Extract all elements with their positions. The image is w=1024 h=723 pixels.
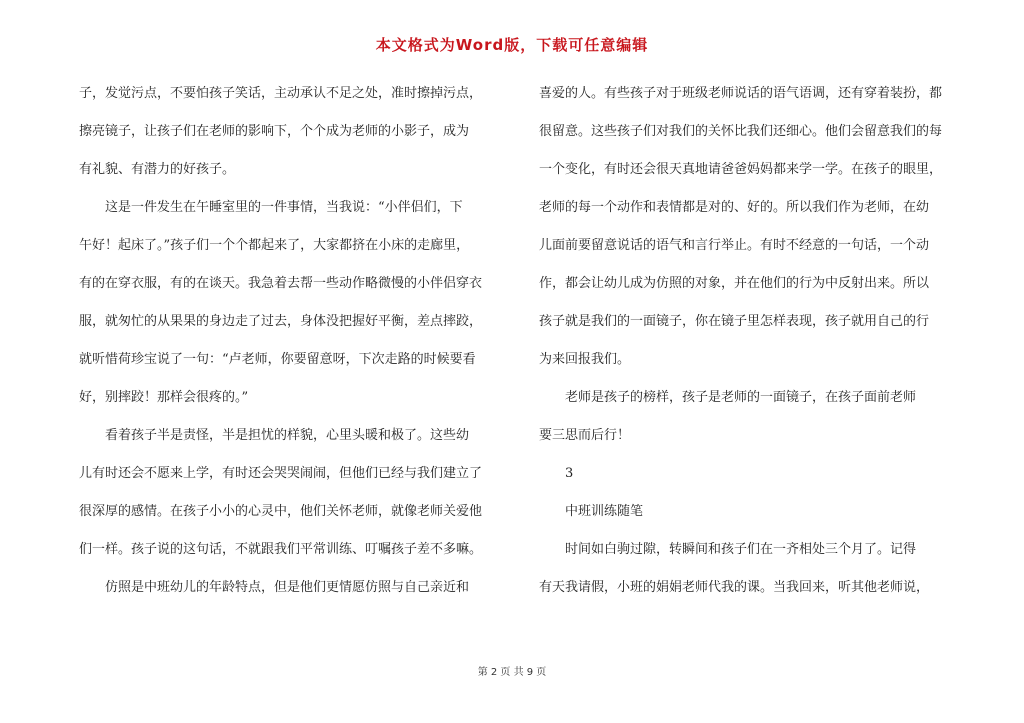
- text-line: 擦亮镜子，让孩子们在老师的影响下，个个成为老师的小影子，成为: [79, 124, 470, 139]
- text-line: 午好！起床了。”孩子们一个个都起来了，大家都挤在小床的走廊里，: [79, 238, 470, 253]
- text-line: 为来回报我们。: [539, 352, 631, 367]
- text-line: 儿面前要留意说话的语气和言行举止。有时不经意的一句话，一个动: [539, 238, 930, 253]
- text-line: 一个变化，有时还会很天真地请爸爸妈妈都来学一学。在孩子的眼里，: [539, 162, 943, 177]
- text-line: 老师是孩子的榜样，孩子是老师的一面镜子，在孩子面前老师: [539, 390, 917, 405]
- text-line: 要三思而后行！: [539, 428, 631, 443]
- text-line: 有天我请假，小班的娟娟老师代我的课。当我回来，听其他老师说，: [539, 580, 930, 595]
- text-line: 有礼貌、有潜力的好孩子。: [79, 162, 236, 177]
- left-text-column: [79, 80, 507, 612]
- page-number-footer: 第 2 页 共 9 页: [477, 667, 547, 678]
- text-line: 很留意。这些孩子们对我们的关怀比我们还细心。他们会留意我们的每: [539, 124, 943, 139]
- right-text-column: [539, 80, 964, 612]
- text-line: 儿有时还会不愿来上学，有时还会哭哭闹闹，但他们已经与我们建立了: [79, 466, 483, 481]
- text-line: 仿照是中班幼儿的年龄特点，但是他们更情愿仿照与自己亲近和: [79, 580, 470, 595]
- text-line: 就听惜荷珍宝说了一句：“卢老师，你要留意呀，下次走路的时候要看: [79, 352, 476, 367]
- text-line: 有的在穿衣服，有的在谈天。我急着去帮一些动作略微慢的小伴侣穿衣: [79, 276, 483, 291]
- text-line: 子，发觉污点，不要怕孩子笑话，主动承认不足之处，准时擦掉污点，: [79, 86, 483, 101]
- text-line: 作，都会让幼儿成为仿照的对象，并在他们的行为中反射出来。所以: [539, 276, 930, 291]
- text-line: 老师的每一个动作和表情都是对的、好的。所以我们作为老师，在幼: [539, 200, 930, 215]
- text-line: 们一样。孩子说的这句话，不就跟我们平常训练、叮嘱孩子差不多嘛。: [79, 542, 483, 557]
- section-number: 3: [539, 466, 574, 481]
- text-line: 看着孩子半是责怪，半是担忧的样貌，心里头暖和极了。这些幼: [79, 428, 470, 443]
- text-line: 很深厚的感情。在孩子小小的心灵中，他们关怀老师，就像老师关爱他: [79, 504, 483, 519]
- text-line: 喜爱的人。有些孩子对于班级老师说话的语气语调，还有穿着装扮，都: [539, 86, 943, 101]
- text-line: 孩子就是我们的一面镜子，你在镜子里怎样表现，孩子就用自己的行: [539, 314, 930, 329]
- text-line: 这是一件发生在午睡室里的一件事情，当我说：“小伴侣们，下: [79, 200, 463, 215]
- text-line: 服，就匆忙的从果果的身边走了过去，身体没把握好平衡，差点摔跤，: [79, 314, 483, 329]
- document-header-title: 本文格式为Word版，下载可任意编辑: [375, 36, 649, 54]
- text-line: 时间如白驹过隙，转瞬间和孩子们在一齐相处三个月了。记得: [539, 542, 917, 557]
- text-line: 好，别摔跤！那样会很疼的。”: [79, 390, 249, 405]
- section-title: 中班训练随笔: [539, 504, 644, 519]
